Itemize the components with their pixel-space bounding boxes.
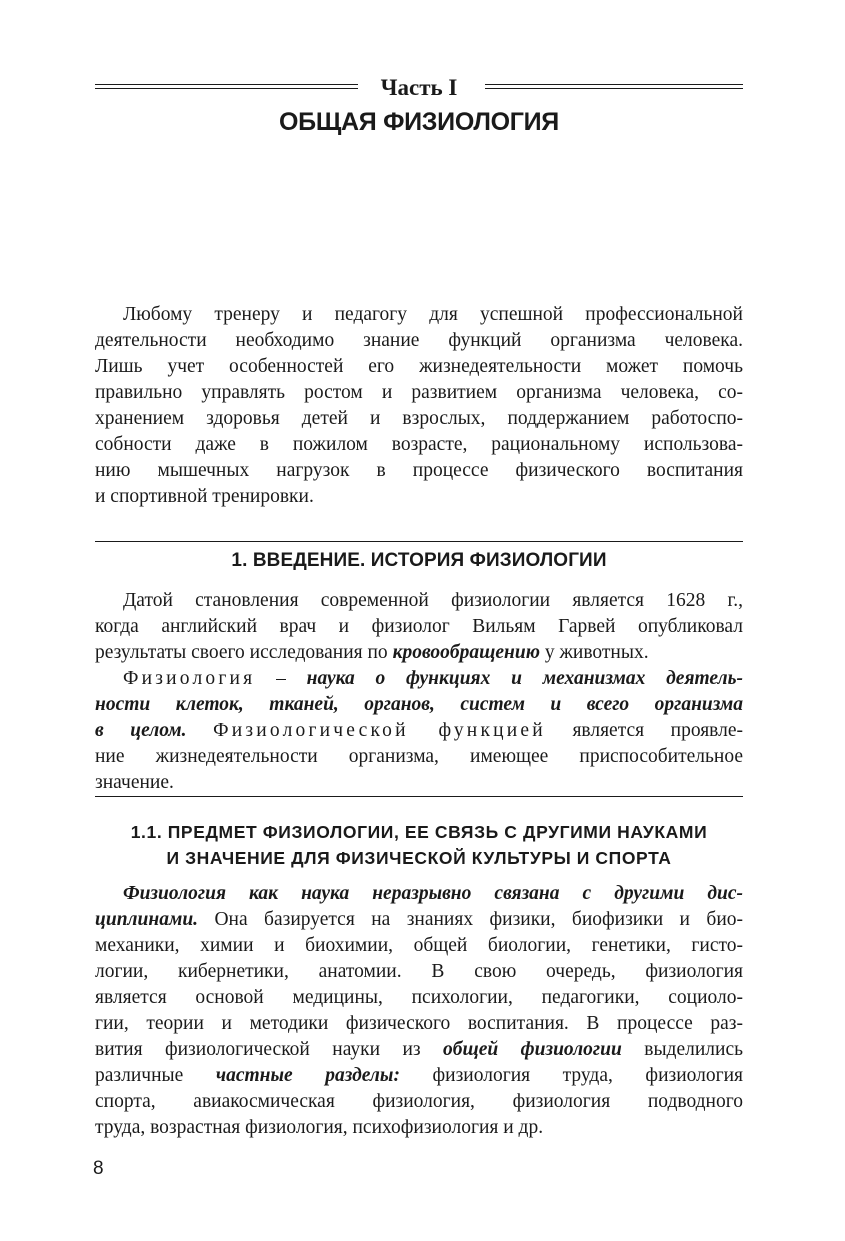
text-line: когда английский врач и физиолог Вильям Гарвей опубликовал	[95, 616, 743, 637]
text-line: результаты своего исследования по кровообращению у животных.	[95, 642, 649, 663]
text-line: логии, кибернетики, анатомии. В свою очередь, физиология	[95, 961, 743, 982]
text-line: Лишь учет особенностей его жизнедеятельности может помочь	[95, 356, 743, 377]
text-line: значение.	[95, 772, 174, 793]
text-line: ние жизнедеятельности организма, имеющее приспособительное	[95, 746, 743, 767]
part-title: ОБЩАЯ ФИЗИОЛОГИЯ	[279, 108, 559, 136]
text-line: Датой становления современной физиологии является 1628 г.,	[123, 590, 743, 611]
text-line: механики, химии и биохимии, общей биологии, генетики, гисто-	[95, 935, 743, 956]
subsection-paragraph	[95, 881, 743, 1141]
text-line: труда, возрастная физиология, психофизиология и др.	[95, 1117, 544, 1138]
definition-paragraph	[95, 666, 743, 796]
section-rule-top	[95, 541, 743, 542]
text-line: Физиология как наука неразрывно связана с другими дис-	[123, 883, 743, 904]
text-line: нию мышечных нагрузок в процессе физического воспитания	[95, 460, 743, 481]
subsection-heading-line-2: И ЗНАЧЕНИЕ ДЛЯ ФИЗИЧЕСКОЙ КУЛЬТУРЫ И СПОРТА	[166, 848, 672, 868]
spaced-term: Физиология	[123, 668, 256, 689]
part-label: Часть I	[380, 75, 458, 100]
emphasis-term: кровообращению	[392, 642, 540, 663]
intro-paragraph	[95, 302, 743, 510]
spaced-term: Физиологической функцией	[213, 720, 546, 741]
text-line: гии, теории и методики физического воспитания. В процессе раз-	[95, 1013, 743, 1034]
text-line: правильно управлять ростом и развитием организма человека, со-	[95, 382, 743, 403]
part-header	[95, 74, 743, 102]
subsection-heading-line-1: 1.1. ПРЕДМЕТ ФИЗИОЛОГИИ, ЕЕ СВЯЗЬ С ДРУГИМИ НАУКАМИ	[130, 822, 708, 842]
text-line: и спортивной тренировки.	[95, 486, 314, 507]
page-number: 8	[93, 1158, 104, 1179]
text-line: различные частные разделы: физиология труда, физиология	[95, 1065, 744, 1086]
section-rule-bottom	[95, 796, 743, 797]
text-line: Физиология – наука о функциях и механизмах деятель-	[123, 668, 743, 689]
text-line: деятельности необходимо знание функций организма человека.	[95, 330, 743, 351]
text-line: ности клеток, тканей, органов, систем и всего организма	[95, 694, 743, 715]
text-line: хранением здоровья детей и взрослых, поддержанием работоспо-	[95, 408, 743, 429]
text-line: является основой медицины, психологии, педагогики, социоло-	[95, 987, 743, 1008]
text-line: циплинами. Она базируется на знаниях физики, биофизики и био-	[95, 909, 743, 930]
text-line: вития физиологической науки из общей физиологии выделились	[95, 1039, 744, 1060]
section-heading: 1. ВВЕДЕНИЕ. ИСТОРИЯ ФИЗИОЛОГИИ	[231, 550, 607, 571]
text-line: собности даже в пожилом возрасте, рациональному использова-	[95, 434, 743, 455]
text-line: спорта, авиакосмическая физиология, физиология подводного	[95, 1091, 743, 1112]
text-line: Любому тренеру и педагогу для успешной профессиональной	[123, 304, 743, 325]
text-line: в целом. Физиологической функцией является проявле-	[95, 720, 744, 741]
history-paragraph	[95, 588, 743, 666]
